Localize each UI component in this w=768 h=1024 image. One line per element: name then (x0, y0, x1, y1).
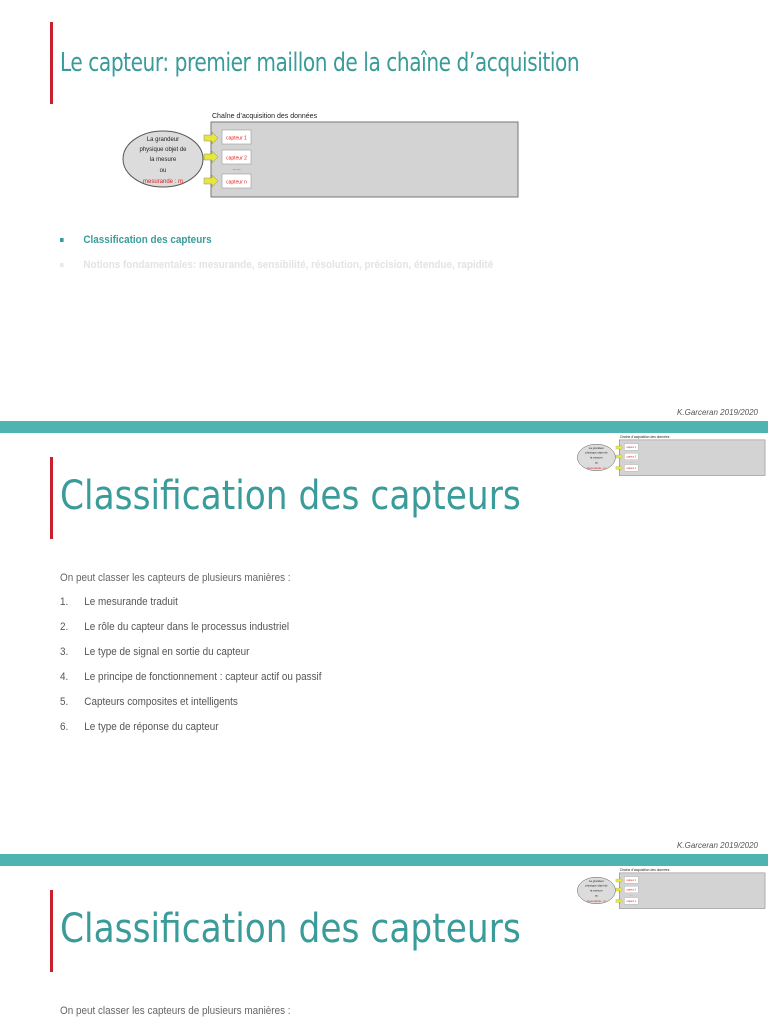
svg-text:Chaîne d’acquisition des donné: Chaîne d’acquisition des données (619, 435, 670, 439)
svg-text:mesurande : m: mesurande : m (586, 898, 606, 903)
measurand-line-3: la mesure (149, 157, 177, 163)
svg-text:la mesure: la mesure (590, 455, 603, 460)
svg-text:La grandeur: La grandeur (588, 878, 605, 883)
classification-intro: On peut classer les capteurs de plusieurs manières : (60, 1005, 291, 1017)
svg-text:capteur 1: capteur 1 (626, 879, 637, 883)
slide-title: Classification des capteurs (60, 906, 521, 952)
list-item: 3. Le type de signal en sortie du capteur (60, 646, 250, 658)
svg-text:mesurande : m: mesurande : m (586, 465, 606, 470)
measurand-line-2: physique objet de (139, 147, 187, 153)
svg-text:physique objet de: physique objet de (585, 883, 608, 888)
sensor-ellipsis: ...... (232, 166, 241, 172)
sensor-label-n: capteur n (226, 179, 247, 186)
measurand-line-1: La grandeur (146, 137, 180, 143)
svg-text:ou: ou (594, 460, 599, 465)
acquisition-chain-thumbnail (576, 866, 766, 914)
bullet-classification: Classification des capteurs (60, 234, 212, 246)
svg-text:capteur 1: capteur 1 (626, 446, 637, 450)
measurand-highlight: mesurande : m (142, 179, 184, 185)
svg-text:capteur n: capteur n (626, 467, 637, 471)
classification-list (60, 596, 351, 746)
list-item: 4. Le principe de fonctionnement : capteur actif ou passif (60, 671, 322, 683)
slide-footer: K.Garceran 2019/2020 (677, 841, 758, 850)
svg-text:capteur 2: capteur 2 (626, 455, 637, 459)
bullet-square-icon (60, 263, 64, 267)
svg-text:ou: ou (594, 893, 599, 898)
diagram-header: Chaîne d’acquisition des données (212, 113, 318, 120)
slide-title: Le capteur: premier maillon de la chaîne d’acquisition (60, 48, 580, 78)
slide-separator (0, 854, 768, 866)
slide-2 (0, 433, 768, 854)
slide-1 (0, 0, 768, 421)
bullet-notions: Notions fondamentales: mesurande, sensibilité, résolution, précision, étendue, rapidité (60, 259, 493, 271)
svg-text:capteur 2: capteur 2 (626, 888, 637, 892)
acquisition-chain-box (211, 122, 518, 197)
svg-text:Chaîne d’acquisition des donné: Chaîne d’acquisition des données (619, 868, 670, 872)
svg-text:La grandeur: La grandeur (588, 445, 605, 450)
acquisition-chain-thumbnail (576, 433, 766, 481)
svg-text:......: ...... (629, 893, 634, 897)
bullet-square-icon (60, 238, 64, 242)
svg-text:physique objet de: physique objet de (585, 450, 608, 455)
list-item: 2. Le rôle du capteur dans le processus industriel (60, 621, 290, 633)
slide-footer: K.Garceran 2019/2020 (677, 408, 758, 417)
slide-3 (0, 866, 768, 1024)
acquisition-chain-diagram (120, 108, 520, 208)
title-accent-bar (50, 22, 53, 104)
slide-separator (0, 421, 768, 433)
svg-text:......: ...... (629, 460, 634, 464)
svg-text:capteur n: capteur n (626, 900, 637, 904)
slide-title: Classification des capteurs (60, 473, 521, 519)
sensor-label-1: capteur 1 (226, 135, 247, 142)
classification-intro: On peut classer les capteurs de plusieurs manières : (60, 572, 291, 584)
sensor-label-2: capteur 2 (226, 155, 247, 162)
title-accent-bar (50, 457, 53, 539)
measurand-line-4: ou (159, 168, 167, 174)
list-item: 5. Capteurs composites et intelligents (60, 696, 238, 708)
svg-text:la mesure: la mesure (590, 888, 603, 893)
list-item: 1. Le mesurande traduit (60, 596, 178, 608)
list-item: 6. Le type de réponse du capteur (60, 721, 219, 733)
title-accent-bar (50, 890, 53, 972)
